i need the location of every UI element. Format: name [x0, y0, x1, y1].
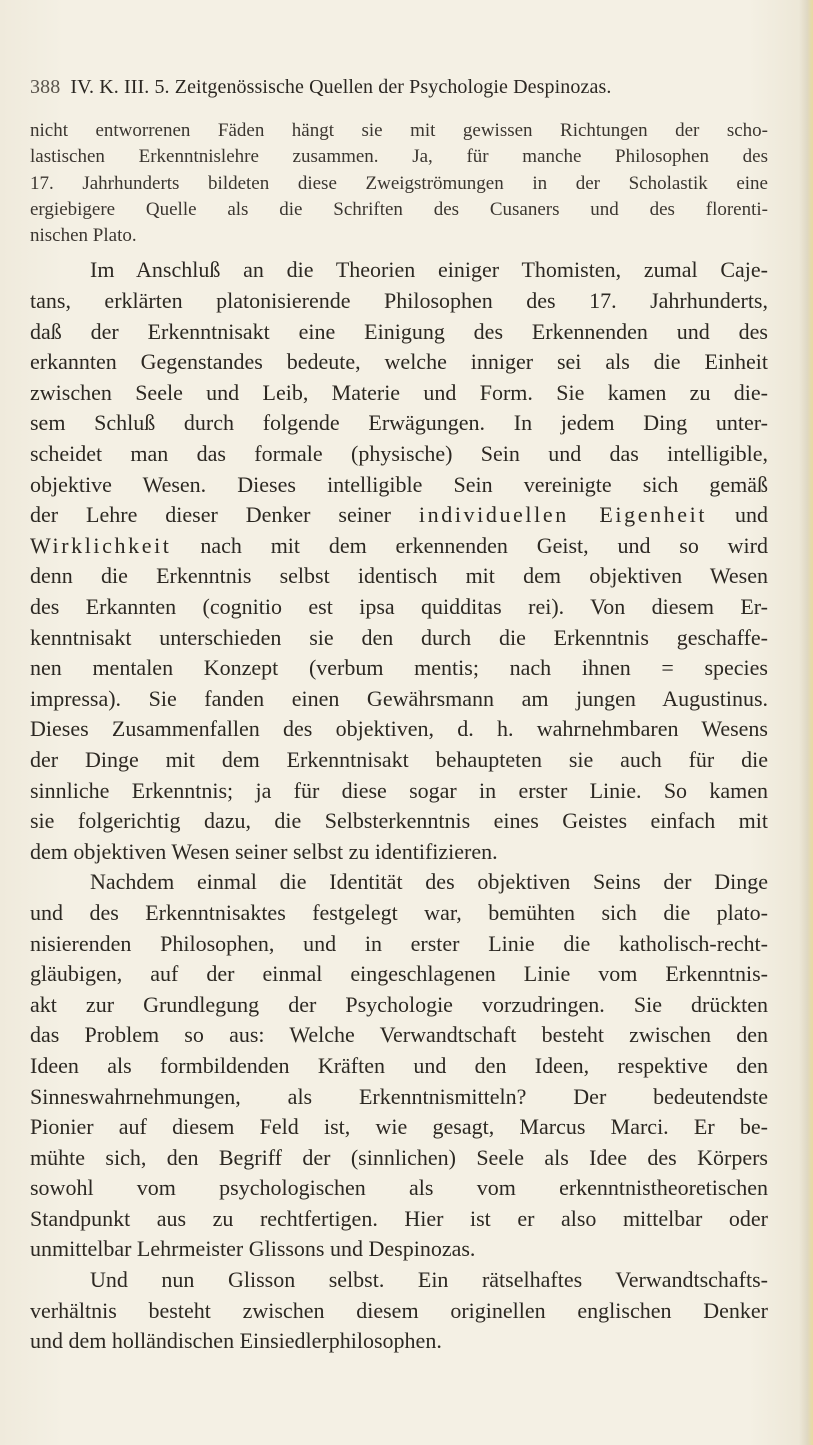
text-line: Und nun Glisson selbst. Ein rätselhaftes Verwandtschafts-	[90, 1267, 768, 1293]
line-text: nach mit dem erkennenden Geist, und so wird	[200, 532, 768, 558]
page-edge	[799, 0, 813, 1445]
text-line: Sinneswahrnehmungen, als Erkenntnismitteln? Der bedeutendste	[30, 1083, 768, 1109]
text-line: des Erkannten (cognitio est ipsa quidditas rei). Von diesem Er-	[30, 594, 768, 620]
text-line: zwischen Seele und Leib, Materie und Form. Sie kamen zu die-	[30, 379, 768, 405]
text-line	[30, 500, 768, 531]
text-line: sinnliche Erkenntnis; ja für diese sogar in erster Linie. So kamen	[30, 777, 768, 803]
paragraph	[30, 867, 768, 1265]
text-line: gläubigen, auf der einmal eingeschlagenen Linie vom Erkenntnis-	[30, 961, 768, 987]
text-line: nicht entworrenen Fäden hängt sie mit gewissen Richtungen der scho-	[30, 120, 768, 141]
text-line: sie folgerichtig dazu, die Selbsterkenntnis eines Geistes einfach mit	[30, 808, 768, 834]
paragraph	[30, 1265, 768, 1357]
text-line: und dem holländischen Einsiedlerphilosophen.	[30, 1328, 442, 1354]
text-line: akt zur Grundlegung der Psychologie vorzudringen. Sie drückten	[30, 991, 768, 1017]
text-line: Standpunkt aus zu rechtfertigen. Hier ist er also mittelbar oder	[30, 1205, 768, 1231]
text-line: erkannten Gegenstandes bedeute, welche inniger sei als die Einheit	[30, 349, 768, 375]
text-line: sowohl vom psychologischen als vom erkenntnistheoretischen	[30, 1175, 768, 1201]
line-text: und	[735, 502, 768, 528]
text-line: das Problem so aus: Welche Verwandtschaft besteht zwischen den	[30, 1022, 768, 1048]
running-title: IV. K. III. 5. Zeitgenössische Quellen der Psychologie Despinozas.	[70, 76, 612, 98]
text-line: lastischen Erkenntnislehre zusammen. Ja, für manche Philosophen des	[30, 146, 768, 168]
emphasis-spaced: Wirklichkeit	[30, 532, 172, 558]
text-line: verhältnis besteht zwischen diesem originellen englischen Denker	[30, 1297, 768, 1323]
text-line: impressa). Sie fanden einen Gewährsmann am jungen Augustinus.	[30, 685, 768, 711]
text-line: tans, erklärten platonisierende Philosophen des 17. Jahrhunderts,	[30, 288, 768, 314]
text-line: nisierenden Philosophen, und in erster Linie die katholisch-recht-	[30, 930, 768, 956]
text-line: Pionier auf diesem Feld ist, wie gesagt, Marcus Marci. Er be-	[30, 1114, 768, 1140]
paragraph	[30, 255, 768, 500]
text-line: nischen Plato.	[30, 225, 137, 247]
page-number: 388	[30, 76, 61, 98]
emphasis-spaced: individuellen Eigenheit	[418, 502, 708, 528]
text-line: Nachdem einmal die Identität des objektiven Seins der Dinge	[90, 869, 768, 895]
paragraph-continuation	[30, 118, 768, 249]
line-text: der Lehre dieser Denker seiner	[30, 502, 391, 528]
text-line: und des Erkenntnisaktes festgelegt war, bemühten sich die plato-	[30, 899, 768, 925]
text-line: scheidet man das formale (physische) Sein und das intelligible,	[30, 441, 768, 467]
text-line: denn die Erkenntnis selbst identisch mit dem objektiven Wesen	[30, 563, 768, 589]
text-line: ergiebigere Quelle als die Schriften des Cusaners und des florenti-	[30, 198, 768, 220]
text-line: der Dinge mit dem Erkenntnisakt behaupteten sie auch für die	[30, 746, 768, 772]
paragraph	[30, 500, 768, 867]
text-line: Ideen als formbildenden Kräften und den Ideen, respektive den	[30, 1052, 768, 1078]
text-line: nen mentalen Konzept (verbum mentis; nach ihnen = species	[30, 655, 768, 681]
text-line: dem objektiven Wesen seiner selbst zu identifizieren.	[30, 838, 498, 864]
text-line: unmittelbar Lehrmeister Glissons und Despinozas.	[30, 1236, 476, 1262]
text-line: Dieses Zusammenfallen des objektiven, d. h. wahrnehmbaren Wesens	[30, 716, 768, 742]
text-line: sem Schluß durch folgende Erwägungen. In jedem Ding unter-	[30, 410, 768, 436]
running-header	[30, 76, 790, 110]
text-line: mühte sich, den Begriff der (sinnlichen) Seele als Idee des Körpers	[30, 1144, 768, 1170]
text-line: daß der Erkenntnisakt eine Einigung des Erkennenden und des	[30, 318, 768, 344]
text-line: 17. Jahrhunderts bildeten diese Zweigströmungen in der Scholastik eine	[30, 172, 768, 194]
text-line: objektive Wesen. Dieses intelligible Sein vereinigte sich gemäß	[30, 471, 768, 497]
text-line: Im Anschluß an die Theorien einiger Thomisten, zumal Caje-	[90, 257, 768, 283]
body-text	[30, 118, 768, 1357]
text-line	[30, 531, 768, 562]
text-line: kenntnisakt unterschieden sie den durch die Erkenntnis geschaffe-	[30, 624, 768, 650]
